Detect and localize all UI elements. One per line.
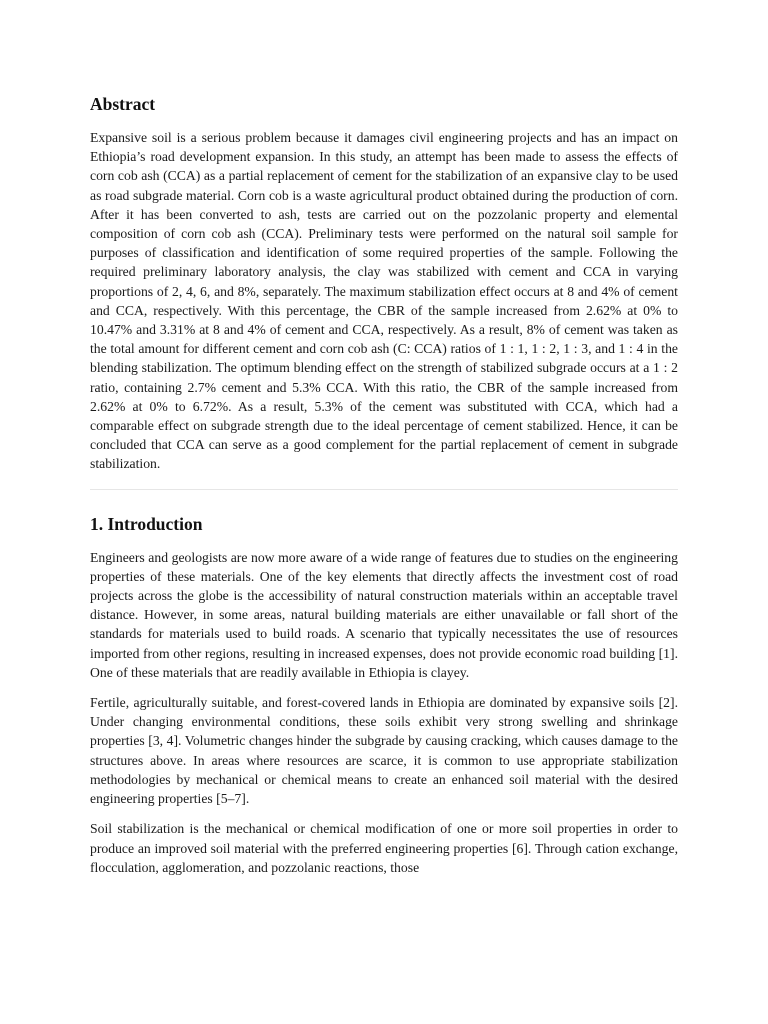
document-page	[90, 92, 678, 877]
introduction-heading: 1. Introduction	[90, 513, 203, 534]
introduction-paragraph-2: Fertile, agriculturally suitable, and forest-covered lands in Ethiopia are dominated by expansive soils [2]. Under changing environmental conditions, these soils exhibit very strong swelling and shrinkage properties [3, 4]. Volumetric changes hinder the subgrade by causing cracking, which causes damage to the structures above. In areas where resources are scarce, it is common to use appropriate stabilization methodologies by mechanical or chemical means to create an enhanced soil material with the desired engineering properties [5–7].	[90, 695, 678, 807]
introduction-paragraph-1: Engineers and geologists are now more aware of a wide range of features due to studies on the engineering properties of these materials. One of the key elements that directly affects the investment cost of road projects across the globe is the accessibility of natural construction materials within an acceptable travel distance. However, in some areas, natural building materials are either unavailable or fall short of the standards for materials used to build roads. A scenario that typically necessitates the use of resources imported from other regions, resulting in increased expenses, does not provide economic road building [1]. One of these materials that are readily available in Ethiopia is clayey.	[90, 549, 678, 680]
section-divider	[90, 489, 678, 490]
introduction-paragraph-3: Soil stabilization is the mechanical or chemical modification of one or more soil properties in order to produce an improved soil material with the preferred engineering properties [6]. Through cation exchange, flocculation, agglomeration, and pozzolanic reactions, those	[90, 821, 678, 875]
abstract-heading: Abstract	[90, 94, 156, 114]
abstract-paragraph: Expansive soil is a serious problem because it damages civil engineering projects and has an impact on Ethiopia’s road development expansion. In this study, an attempt has been made to assess the effects of corn cob ash (CCA) as a partial replacement of cement for the stabilization of an expansive clay to be used as road subgrade material. Corn cob is a waste agricultural product obtained during the production of corn. After it has been converted to ash, tests are carried out on the pozzolanic property and elemental composition of corn cob ash (CCA). Preliminary tests were performed on the natural soil sample for purposes of classification and identification of some required properties of the sample. Following the required preliminary laboratory analysis, the clay was stabilized with cement and CCA in varying proportions of 2, 4, 6, and 8%, separately. The maximum stabilization effect occurs at 8 and 4% of cement and CCA, respectively. With this percentage, the CBR of the sample increased from 2.62% at 0% to 10.47% and 3.31% at 8 and 4% of cement and CCA, respectively. As a result, 8% of cement was taken as the total amount for different cement and corn cob ash (C: CCA) ratios of 1 : 1, 1 : 2, 1 : 3, and 1 : 4 in the blending stabilization. The optimum blending effect on the strength of stabilized subgrade occurs at a 1 : 2 ratio, containing 2.7% cement and 5.3% CCA. With this ratio, the CBR of the sample increased from 2.62% at 0% to 6.72%. As a result, 5.3% of the cement was substituted with CCA, which had a comparable effect on subgrade strength due to the ideal percentage of cement stabilized. Hence, it can be concluded that CCA can serve as a good complement for the partial replacement of cement in subgrade stabilization.	[90, 130, 678, 472]
